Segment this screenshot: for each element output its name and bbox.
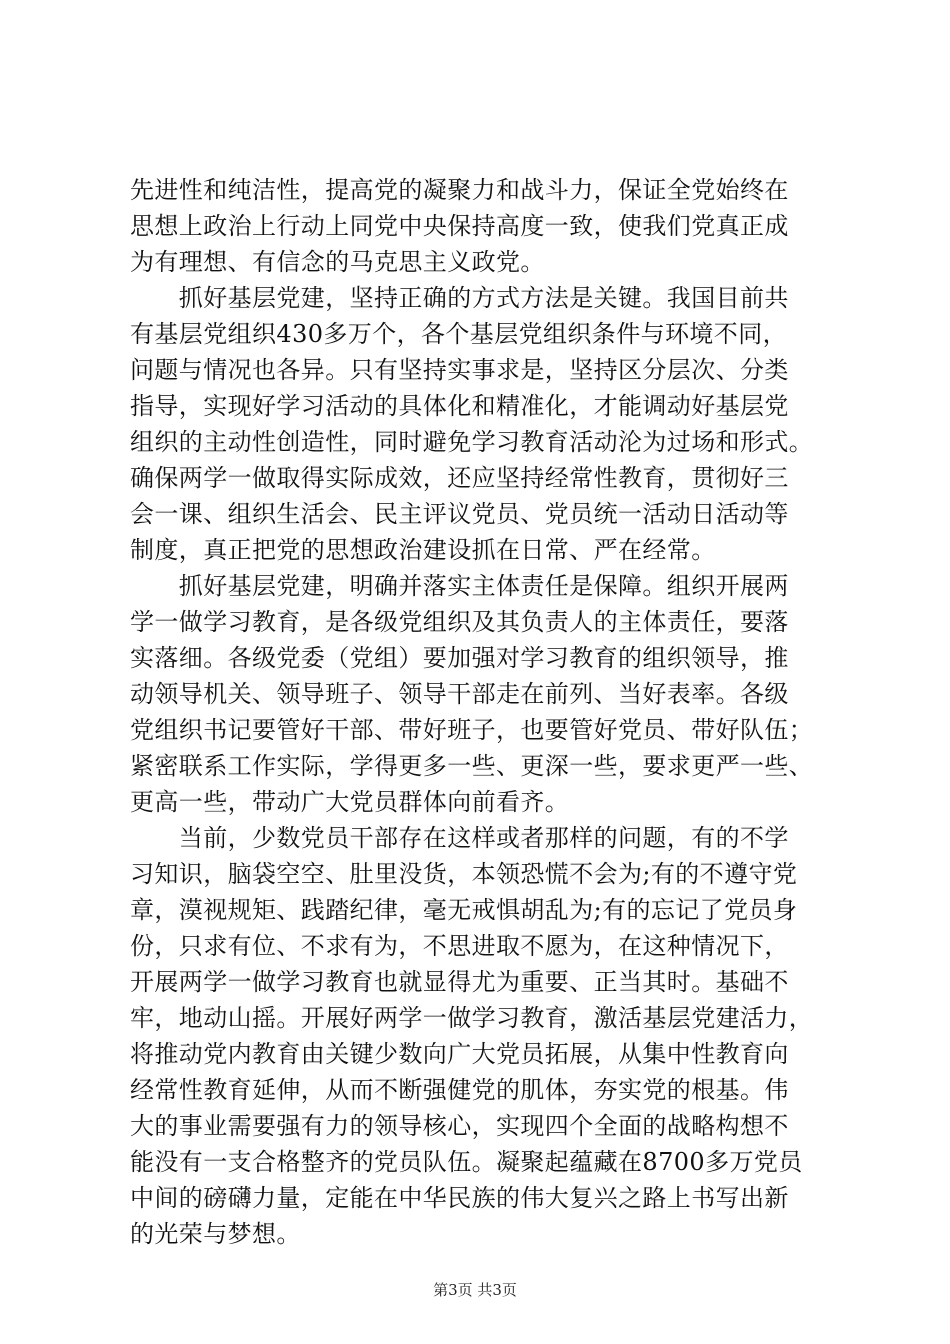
text-line: 更高一些，带动广大党员群体向前看齐。 — [130, 788, 570, 816]
text-line: 抓好基层党建，坚持正确的方式方法是关键。我国目前共 — [130, 284, 789, 312]
text-line: 中间的磅礴力量，定能在中华民族的伟大复兴之路上书写出新 — [130, 1184, 789, 1212]
text-line: 指导，实现好学习活动的具体化和精准化，才能调动好基层党 — [130, 392, 789, 420]
page-number-footer: 第3页 共3页 — [433, 1281, 517, 1299]
text-line: 抓好基层党建，明确并落实主体责任是保障。组织开展两 — [130, 572, 789, 600]
text-line: 会一课、组织生活会、民主评议党员、党员统一活动日活动等 — [130, 500, 789, 528]
text-line: 制度，真正把党的思想政治建设抓在日常、严在经常。 — [130, 536, 716, 564]
text-line: 大的事业需要强有力的领导核心，实现四个全面的战略构想不 — [130, 1112, 789, 1140]
text-line: 经常性教育延伸，从而不断强健党的肌体，夯实党的根基。伟 — [130, 1076, 789, 1104]
text-line: 能没有一支合格整齐的党员队伍。凝聚起蕴藏在8700多万党员 — [130, 1148, 803, 1176]
text-line: 学一做学习教育，是各级党组织及其负责人的主体责任，要落 — [130, 608, 789, 636]
body-text — [130, 172, 830, 1252]
text-line: 实落细。各级党委（党组）要加强对学习教育的组织领导，推 — [130, 644, 789, 672]
text-line: 先进性和纯洁性，提高党的凝聚力和战斗力，保证全党始终在 — [130, 176, 789, 204]
text-line: 牢，地动山摇。开展好两学一做学习教育，激活基层党建活力， — [130, 1004, 814, 1032]
text-line: 的光荣与梦想。 — [130, 1220, 301, 1248]
text-line: 当前，少数党员干部存在这样或者那样的问题，有的不学 — [130, 824, 789, 852]
text-line: 确保两学一做取得实际成效，还应坚持经常性教育，贯彻好三 — [130, 464, 789, 492]
text-line: 章，漠视规矩、践踏纪律，毫无戒惧胡乱为;有的忘记了党员身 — [130, 896, 798, 924]
text-line: 党组织书记要管好干部、带好班子，也要管好党员、带好队伍； — [130, 716, 814, 744]
text-line: 问题与情况也各异。只有坚持实事求是，坚持区分层次、分类 — [130, 356, 789, 384]
text-line: 思想上政治上行动上同党中央保持高度一致，使我们党真正成 — [130, 212, 789, 240]
text-line: 紧密联系工作实际，学得更多一些、更深一些，要求更严一些、 — [130, 752, 814, 780]
text-line: 习知识，脑袋空空、肚里没货，本领恐慌不会为;有的不遵守党 — [130, 860, 798, 888]
text-line: 将推动党内教育由关键少数向广大党员拓展，从集中性教育向 — [130, 1040, 789, 1068]
text-line: 为有理想、有信念的马克思主义政党。 — [130, 248, 545, 276]
text-line: 组织的主动性创造性，同时避免学习教育活动沦为过场和形式。 — [130, 428, 814, 456]
text-line: 开展两学一做学习教育也就显得尤为重要、正当其时。基础不 — [130, 968, 789, 996]
text-line: 有基层党组织430多万个，各个基层党组织条件与环境不同， — [130, 320, 788, 348]
text-line: 份，只求有位、不求有为，不思进取不愿为，在这种情况下， — [130, 932, 789, 960]
text-line: 动领导机关、领导班子、领导干部走在前列、当好表率。各级 — [130, 680, 789, 708]
